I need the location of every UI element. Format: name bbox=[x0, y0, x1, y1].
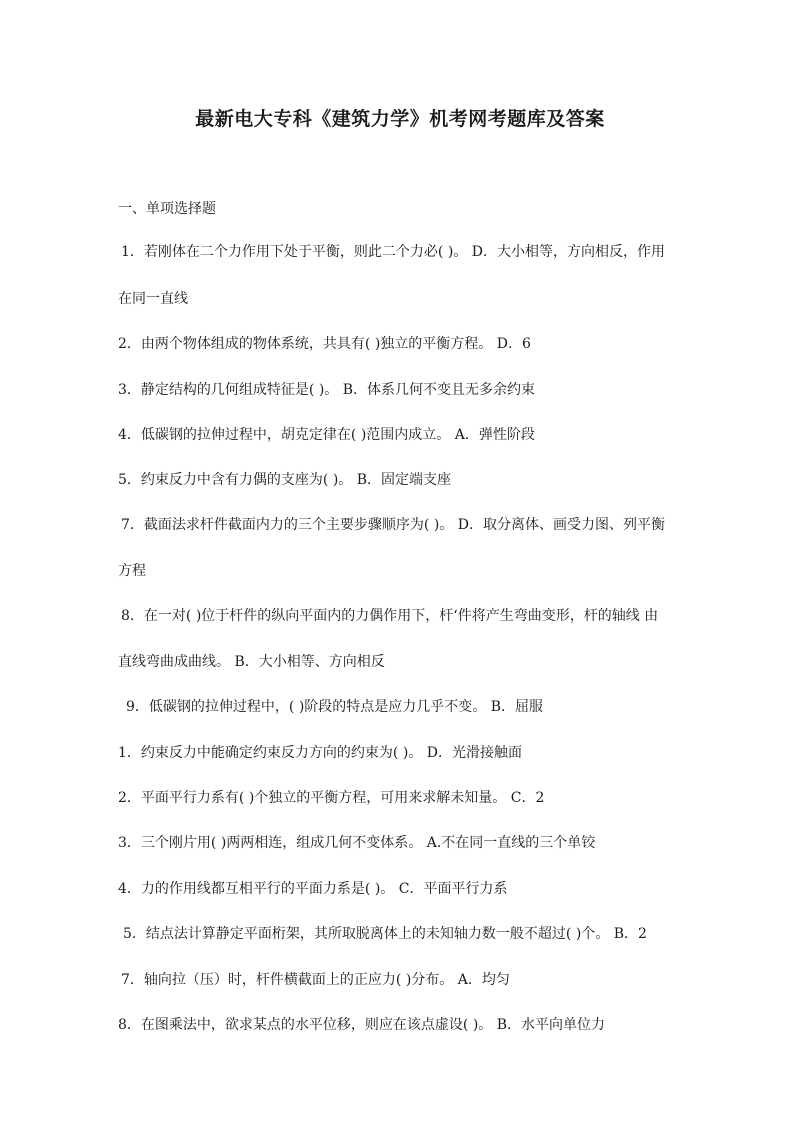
question-line-7: 7．截面法求杆件截面内力的三个主要步骤顺序为( )。 D．取分离体、画受力图、列平衡 bbox=[121, 517, 665, 533]
section-heading: 一、单项选择题 bbox=[118, 201, 216, 217]
question-line-b4: 4．力的作用线都互相平行的平面力系是( )。 C．平面平行力系 bbox=[118, 881, 508, 897]
question-line-8: 8．在一对( )位于杆件的纵向平面内的力偶作用下，杆‘件将产生弯曲变形，杆的轴线 由 bbox=[121, 608, 659, 624]
question-line-b3: 3．三个刚片用( )两两相连，组成几何不变体系。 A.不在同一直线的三个单铰 bbox=[118, 835, 596, 851]
question-line-1-cont: 在同一直线 bbox=[118, 291, 188, 307]
question-line-8-cont: 直线弯曲成曲线。 B．大小相等、方向相反 bbox=[118, 654, 385, 670]
question-line-9: 9．低碳钢的拉伸过程中，( )阶段的特点是应力几乎不变。 B．屈服 bbox=[126, 699, 544, 715]
question-line-2: 2．由两个物体组成的物体系统，共具有( )独立的平衡方程。 D．6 bbox=[118, 336, 531, 352]
question-line-b5: 5．结点法计算静定平面桁架，其所取脱离体上的未知轴力数一般不超过( )个。 B．2 bbox=[123, 926, 647, 942]
document-title: 最新电大专科《建筑力学》机考网考题库及答案 bbox=[195, 108, 605, 130]
question-line-1: 1．若刚体在二个力作用下处于平衡，则此二个力必( )。 D．大小相等，方向相反，作用 bbox=[121, 244, 665, 260]
question-line-5: 5．约束反力中含有力偶的支座为( )。 B．固定端支座 bbox=[118, 472, 452, 488]
question-line-b1: 1．约束反力中能确定约束反力方向的约束为( )。 D．光滑接触面 bbox=[118, 745, 522, 761]
question-line-b7: 7．轴向拉（压）时，杆件横截面上的正应力( )分布。 A．均匀 bbox=[121, 972, 510, 988]
question-line-7-cont: 方程 bbox=[118, 563, 146, 579]
question-line-b2: 2．平面平行力系有( )个独立的平衡方程，可用来求解未知量。 C．2 bbox=[118, 790, 545, 806]
question-line-b8: 8．在图乘法中，欲求某点的水平位移，则应在该点虚设( )。 B．水平向单位力 bbox=[118, 1017, 606, 1033]
question-line-4: 4．低碳钢的拉伸过程中，胡克定律在( )范围内成立。 A．弹性阶段 bbox=[118, 427, 535, 443]
question-line-3: 3．静定结构的几何组成特征是( )。 B．体系几何不变且无多余约束 bbox=[118, 382, 536, 398]
